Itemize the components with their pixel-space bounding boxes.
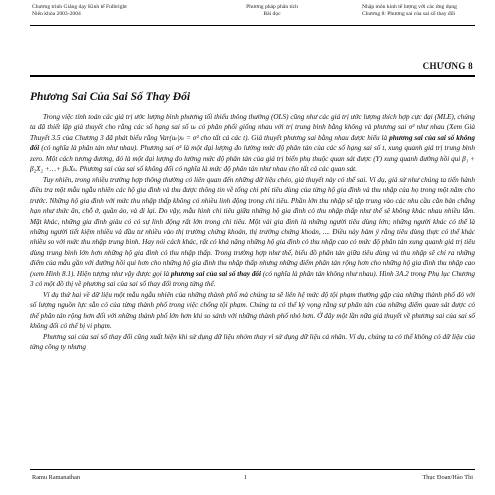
header-book: Nhập môn kinh tế lượng với các ứng dụng xyxy=(362,4,457,10)
footer-author: Ramu Ramanathan xyxy=(32,474,81,481)
header-doc-type: Bài đọc xyxy=(263,11,281,17)
paragraph-4: Phương sai của sai số thay đổi cũng xuất hiện khi sử dụng dữ liệu nhóm thay vì sử dụng dữ liệu cá nhân. Ví dụ, chúng ta có thể không có dữ liệu của từng công ty nhưng xyxy=(30,332,475,351)
footer-rule xyxy=(30,469,475,470)
paragraph-3: Ví dụ thứ hai về dữ liệu một mẫu ngẫu nhiên của những thành phố mà chúng ta sẽ liên hệ mức độ tội phạm thường gặp của những thành phố đó với số lượng nguồn lực sẵn có của từng thành phố trong việc chống tội phạm. Chúng ta có thể kỳ vọng rằng sự phân tán của những điểm quan sát được có thể phân tán rộng hơn đối với những thành phố lớn hơn khi so sánh với những thành phố nhỏ hơn. Ở đây một lần nữa giả thuyết về phương sai của sai số không đổi có thể bị vi phạm. xyxy=(30,290,475,331)
document-body xyxy=(30,112,475,352)
header-program: Chương trình Giảng dạy Kinh tế Fulbright xyxy=(32,4,127,10)
page-number: 1 xyxy=(244,474,248,481)
paragraph-2: Tuy nhiên, trong nhiều trường hợp thông thường có liên quan đến những dữ liệu chéo, giả thuyết này có thể sai. Ví dụ, giả sử như chúng ta tiến hành điều tra một mẫu ngẫu nhiên các hộ gia đình và thu được thông tin về tổng chi phí tiêu dùng của từng hộ gia đình và thu nhập của họ trong một năm cho trước. Những hộ gia đình với mức thu nhập thấp không có nhiều linh động trong chi tiêu. Phần lớn thu nhập sẽ tập trung vào các nhu cầu căn bản chẳng hạn như thức ăn, chỗ ở, quần áo, và đi lại. Do vậy, mẫu hình chi tiêu giữa những hộ gia đình có thu nhập thấp như thế sẽ không khác nhau nhiều lắm. Mặt khác, những gia đình giàu có có sự linh động rất lớn trong chi tiêu. Một vài gia đình là những người tiêu dùng lớn; những người khác có thể là những người tiết kiệm nhiều và đầu tư nhiều vào thị trường chứng khoán, thị trường chứng khoán, .... Điều này hàm ý rằng tiêu dùng thực có thể khác nhiều so với mức thu nhập trung bình. Hay nói cách khác, rất có khả năng những hộ gia đình có thu nhập cao có mức độ phân tán xung quanh giá trị tiêu dùng trung bình lớn hơn những hộ gia đình có thu nhập thấp. Trong trường hợp như thế, biểu đồ phân tán giữa tiêu dùng và thu nhập sẽ chỉ ra những điểm của mẫu gần với đường hồi qui hơn cho những hộ gia đình thu nhập thấp nhưng những điểm phân tán rộng hơn cho những hộ gia đình thu nhập cao (xem Hình 8.1). Hiện tượng như vậy được gọi là phương sai của sai số thay đổi (có nghĩa là phân tán không như nhau). Hình 3A.2 trong Phụ lục Chương 3 có một đồ thị về phương sai của sai số thay đổi trong từng thể. xyxy=(30,175,476,289)
footer-translators: Thục Đoan/Hào Thi xyxy=(422,474,473,481)
header-chapter: Chương 8: Phương sai của sai số thay đổi xyxy=(362,11,456,17)
header-year: Niên khóa 2003-2004 xyxy=(32,11,81,17)
page-title: Phương Sai Của Sai Số Thay Đổi xyxy=(30,91,191,103)
chapter-rule xyxy=(30,75,475,77)
paragraph-1: Trong việc tính toán các giá trị ước lượng bình phương tối thiểu thông thường (OLS) cũng như các giá trị ước lượng thích hợp cực đại (MLE), chúng ta đã thiết lập giả thuyết cho rằng các số hạng sai số uₜ có phân phối giống nhau với trị trung bình bằng không và phương sai σ² như nhau (Xem Giả Thuyết 3.5 của Chương 3 đã phát biểu rằng Var(uₜ|xₜ = σ² cho tất cả các t). Giả thuyết phương sai bằng nhau được hiểu là phương sai của sai số không đổi (có nghĩa là phân tán như nhau). Phương sai σ² là một đại lượng đo lường mức độ phân tán của các số hạng sai số t, xung quanh giá trị trung bình zero. Một cách tương đương, đó là một đại lượng đo lường mức độ phân tán của giá trị biến phụ thuộc quan sát được (Y) xung quanh đường hồi qui β₁ + β₂X₂ +…+ βₖXₖ. Phương sai của sai số không đổi có nghĩa là mức độ phân tán như nhau cho tất cả các quan sát. xyxy=(30,113,475,174)
header-right xyxy=(362,4,472,18)
header-course: Phương pháp phân tích xyxy=(246,4,298,10)
header-left xyxy=(32,4,182,18)
term-heteroscedasticity: phương sai của sai số thay đổi xyxy=(170,269,262,278)
header-rule xyxy=(30,25,475,26)
term-homoscedasticity: phương sai của sai số không đổi xyxy=(30,133,475,153)
header-center xyxy=(232,4,312,18)
chapter-label: CHƯƠNG 8 xyxy=(422,61,473,71)
